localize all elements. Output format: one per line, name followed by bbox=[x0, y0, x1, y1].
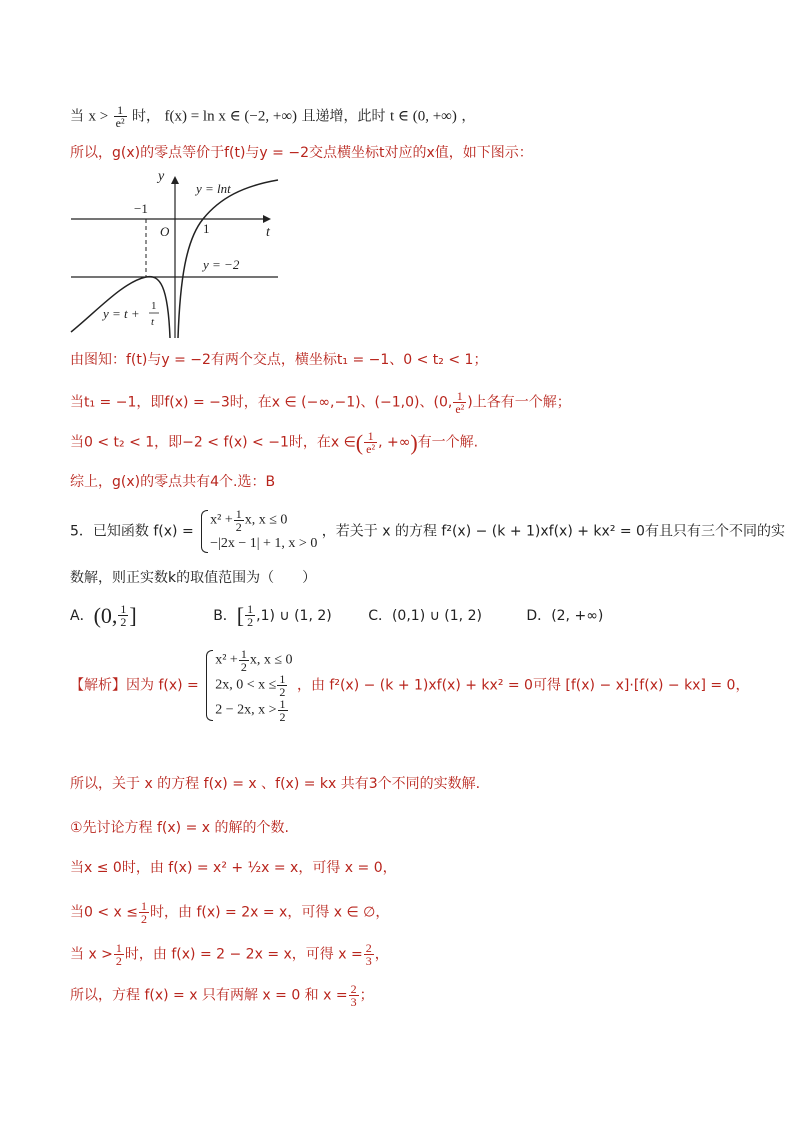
curve-left-frac-num: 1 bbox=[151, 300, 157, 312]
text-line-10: 当0 < x ≤ $\frac{1}{2}$ 时，由 f(x) = 2x = x，可得 x ∈ ∅， bbox=[70, 899, 390, 926]
fraction: $\frac{1}{\text{e²}}$ bbox=[115, 103, 125, 130]
text-line-7: 所以，关于 x 的方程 f(x) = x 、f(x) = kx 共有3个不同的实数解. bbox=[70, 776, 481, 792]
option-b: B．[ $\frac{1}{2}$ ,1) ∪ (1, 2) bbox=[213, 602, 332, 629]
text-line-9: 当x ≤ 0时，由 f(x) = x² + ½x = x，可得 x = 0， bbox=[70, 860, 397, 876]
piecewise-definition: x² + $\frac{1}{2}$ x, x ≤ 0 −|2x − 1| + 1, x > 0 bbox=[198, 508, 317, 555]
text-line-12: 所以，方程 f(x) = x 只有两解 x = 0 和 x = $\frac{2}{3}$ ； bbox=[70, 982, 374, 1009]
option-a: A．(0, $\frac{1}{2}$ ] bbox=[70, 602, 137, 629]
text-line-4: 当t₁ = −1，即f(x) = −3时，在x ∈ (−∞,−1)、(−1,0)、(0, $\frac{1}{\text{e²}}$ )上各有一个解； bbox=[70, 389, 571, 416]
origin-label: O bbox=[160, 224, 170, 239]
line-y-neg2-label: y = −2 bbox=[203, 257, 240, 272]
text-line-6: 综上，g(x)的零点共有4个.选：B bbox=[70, 474, 276, 490]
option-d: D．(2, +∞) bbox=[526, 607, 604, 624]
text-line-8: ①先讨论方程 f(x) = x 的解的个数. bbox=[70, 820, 289, 836]
fraction: $\frac{1}{\text{e²}}$ bbox=[366, 429, 376, 456]
question-5-cont: 数解，则正实数k的取值范围为（ ） bbox=[70, 570, 317, 586]
piecewise-definition-solution: x² + $\frac{1}{2}$ x, x ≤ 0 2x, 0 < x ≤ $\frac{1}{2}$ 2 − 2x, x > $\frac{1}{2}$ bbox=[203, 648, 292, 723]
t-axis-arrow bbox=[263, 215, 271, 223]
text-line-11: 当 x > $\frac{1}{2}$ 时，由 f(x) = 2 − 2x = x，可得 x = $\frac{2}{3}$ ， bbox=[70, 941, 389, 968]
text-line-3: 由图知：f(t)与y = −2有两个交点，横坐标t₁ = −1、0 < t₂ < 1； bbox=[70, 352, 488, 368]
curve-left-label: y = t + bbox=[103, 306, 140, 321]
t-axis-label: t bbox=[266, 225, 270, 240]
option-c: C．(0,1) ∪ (1, 2) bbox=[368, 607, 482, 624]
curve-left-frac-den: t bbox=[151, 316, 155, 328]
y-axis-label: y bbox=[158, 170, 165, 184]
curve-ln-label: y = lnt bbox=[196, 181, 231, 196]
fraction: $\frac{1}{\text{e²}}$ bbox=[455, 389, 465, 416]
function-graph bbox=[68, 170, 283, 340]
solution-label: 【解析】 bbox=[70, 677, 126, 694]
y-axis-arrow bbox=[171, 176, 179, 184]
text-line-1: 当 x > $\frac{1}{\text{e²}}$ 时， f(x) = ln x ∈ (−2, +∞) 且递增，此时 t ∈ (0, +∞) ， bbox=[70, 103, 476, 130]
question-5: 5．已知函数 f(x) = x² + $\frac{1}{2}$ x, x ≤ 0 −|2x − 1| + 1, x > 0 ，若关于 x 的方程 f²(x) − (k + 1)xf(x) + kx² = 0有且只有三个不同的实 bbox=[70, 508, 785, 555]
text-line-2: 所以，g(x)的零点等价于f(t)与y = −2交点横坐标t对应的x值，如下图示： bbox=[70, 145, 533, 161]
tick-label-1: 1 bbox=[203, 221, 210, 236]
tick-label-neg1: −1 bbox=[134, 201, 148, 216]
options-row bbox=[70, 603, 603, 628]
text-line-5: 当0 < t₂ < 1，即−2 < f(x) < −1时，在x ∈( $\frac{1}{\text{e²}}$ , +∞)有一个解. bbox=[70, 429, 479, 456]
solution-line: 【解析】因为 f(x) = x² + $\frac{1}{2}$ x, x ≤ 0 2x, 0 < x ≤ $\frac{1}{2}$ 2 − 2x, x > $\frac{1}{2}$ ，由 f²(x) − (k + 1)xf(x) + kx² = 0可得 [f(x) − x]·[f(x) − kx] = 0， bbox=[70, 647, 750, 724]
